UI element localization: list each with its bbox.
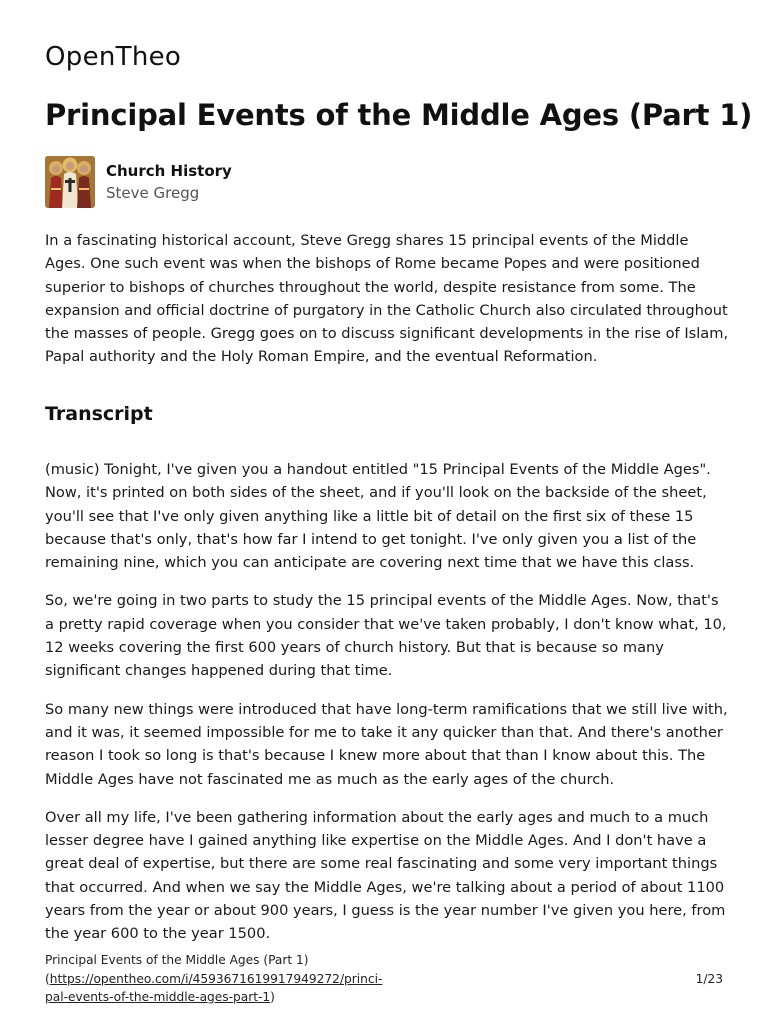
article-summary: In a fascinating historical account, Steve Gregg shares 15 principal events of the Middle Ages. One such event was when the bishops of Rome became Popes and were positioned superior to bishops of churches throughout the world, despite resistance from some. The expansion and official doctrine of purgatory in the Catholic Church also circulated throughout the masses of people. Gregg goes on to discuss significant developments in the rise of Islam, Papal authority and the Holy Roman Empire, and the eventual Reformation. [45,232,729,366]
page-number: 1/23 [695,971,723,986]
footer-title: Principal Events of the Middle Ages (Part 1) [45,953,309,967]
page-footer [45,951,725,1007]
site-logo[interactable]: OpenTheo [45,42,182,72]
footer-url-part-1: https://opentheo.com/i/4593671619917949272/princi- [49,971,383,986]
series-thumbnail[interactable] [45,156,95,208]
footer-url-part-2: pal-events-of-the-middle-ages-part-1 [45,990,271,1004]
author-meta [106,160,232,204]
transcript-heading: Transcript [45,403,153,425]
footer-url-link[interactable] [45,972,382,1005]
footer-citation: Principal Events of the Middle Ages (Part 1) (https://opentheo.com/i/4593671619917949272/princi- pal-events-of-the-middle-ages-part-1) [45,953,383,1004]
author-name[interactable]: Steve Gregg [106,184,200,202]
transcript-body [45,458,729,961]
transcript-paragraph: So, we're going in two parts to study the 15 principal events of the Middle Ages. Now, that's a pretty rapid coverage when you consider that we've taken probably, I don't know what, 10, 12 weeks covering the first 600 years of church history. But that is because so many significant changes happened during that time. [45,592,727,680]
page-title: Principal Events of the Middle Ages (Part 1) [45,98,753,132]
transcript-paragraph: So many new things were introduced that have long-term ramifications that we still live with, and it was, it seemed impossible for me to take it any quicker than that. And there's another reason I took so long is that's because I knew more about that than I know about this. The Middle Ages have not fascinated me as much as the early ages of the church. [45,700,728,788]
icon-painting-thumbnail [45,156,95,208]
series-name[interactable]: Church History [106,162,232,180]
transcript-paragraph: Over all my life, I've been gathering information about the early ages and much to a much lesser degree have I gained anything like expertise on the Middle Ages. And I don't have a great deal of expertise, but there are some real fascinating and some very important things that occurred. And when we say the Middle Ages, we're talking about a period of about 1100 years from the year or about 900 years, I guess is the year number I've given you here, from the year 600 to the year 1500. [45,808,726,943]
author-block [45,155,232,209]
transcript-paragraph: (music) Tonight, I've given you a handout entitled "15 Principal Events of the Middle Ages". Now, it's printed on both sides of the sheet, and if you'll look on the backside of the sheet, you'll see that I've only given anything like a little bit of detail on the first six of these 15 because that's only, that's how far I intend to get tonight. I've only given you a list of the remaining nine, which you can anticipate are covering next time that we have this class. [45,461,711,572]
